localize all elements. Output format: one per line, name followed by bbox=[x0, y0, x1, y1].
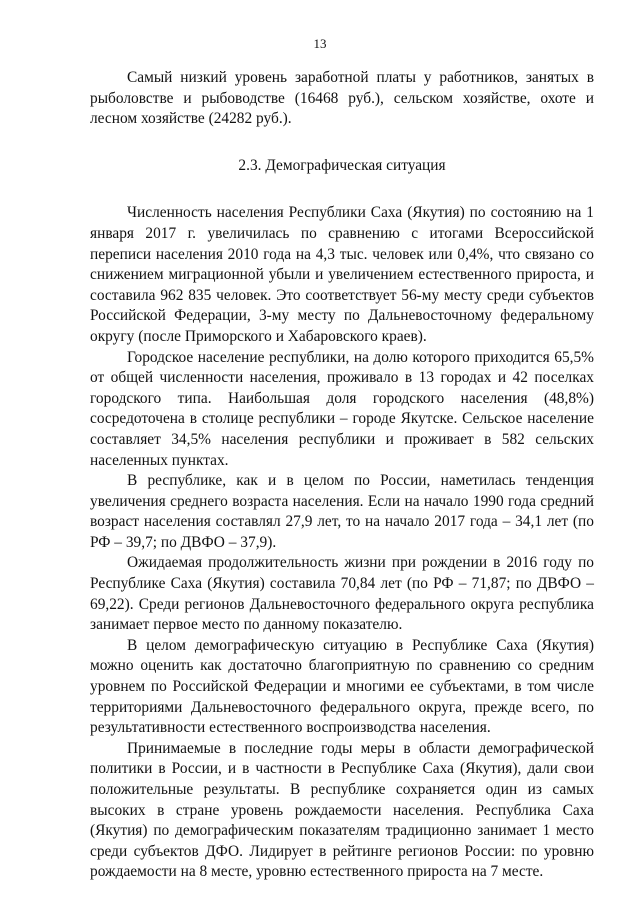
page-number: 13 bbox=[313, 36, 327, 51]
paragraph-wages: Самый низкий уровень заработной платы у работников, занятых в рыболовстве и рыбоводстве (16468 руб.), сельском хозяйстве, охоте и лесном хозяйстве (24282 руб.). bbox=[90, 69, 594, 128]
document-body bbox=[90, 68, 594, 883]
paragraph-demographic-assessment: В целом демографическую ситуацию в Республике Саха (Якутия) можно оценить как достаточно благоприятную по сравнению со средним уровнем по Российской Федерации и многими ее субъектами, в том числе территориями Дальневосточного федерального округа, прежде всего, по результативности естественного воспроизводства населения. bbox=[90, 636, 594, 737]
paragraph-life-expectancy: Ожидаемая продолжительность жизни при рождении в 2016 году по Республике Саха (Якутия) составила 70,84 лет (по РФ – 71,87; по ДВФО – 69,22). Среди регионов Дальневосточного федерального округа республика занимает первое место по данному показателю. bbox=[90, 554, 594, 634]
paragraph-population: Численность населения Республики Саха (Якутия) по состоянию на 1 января 2017 г. увеличилась по сравнению с итогами Всероссийской переписи населения 2010 года на 4,3 тыс. человек или 0,4%, что связано со снижением миграционной убыли и увеличением естественного прироста, и составила 962 835 человек. Это соответствует 56-му месту среди субъектов Российской Федерации, 3-му месту по Дальневосточному федеральному округу (после Приморского и Хабаровского краев). bbox=[90, 204, 594, 345]
paragraph-average-age: В республике, как и в целом по России, наметилась тенденция увеличения среднего возраста населения. Если на начало 1990 года средний возраст населения составлял 27,9 лет, то на начало 2017 года – 34,1 лет (по РФ – 39,7; по ДВФО – 37,9). bbox=[90, 472, 594, 551]
paragraph-urban-population: Городское население республики, на долю которого приходится 65,5% от общей численности населения, проживало в 13 городах и 42 поселках городского типа. Наибольшая доля городского населения (48,8%) сосредоточена в столице республики – городе Якутске. Сельское население составляет 34,5% населения республики и проживает в 582 сельских населенных пунктах. bbox=[90, 348, 594, 469]
section-heading: 2.3. Демографическая ситуация bbox=[238, 156, 446, 174]
paragraph-demographic-policy: Принимаемые в последние годы меры в области демографической политики в России, и в частности в Республике Саха (Якутия), дали свои положительные результаты. В республике сохраняется один из самых высоких в стране уровень рождаемости населения. Республика Саха (Якутия) по демографическим показателям традиционно занимает 1 место среди субъектов ДФО. Лидирует в рейтинге регионов России: по уровню рождаемости на 8 месте, уровню естественного прироста на 7 месте. bbox=[90, 739, 594, 881]
